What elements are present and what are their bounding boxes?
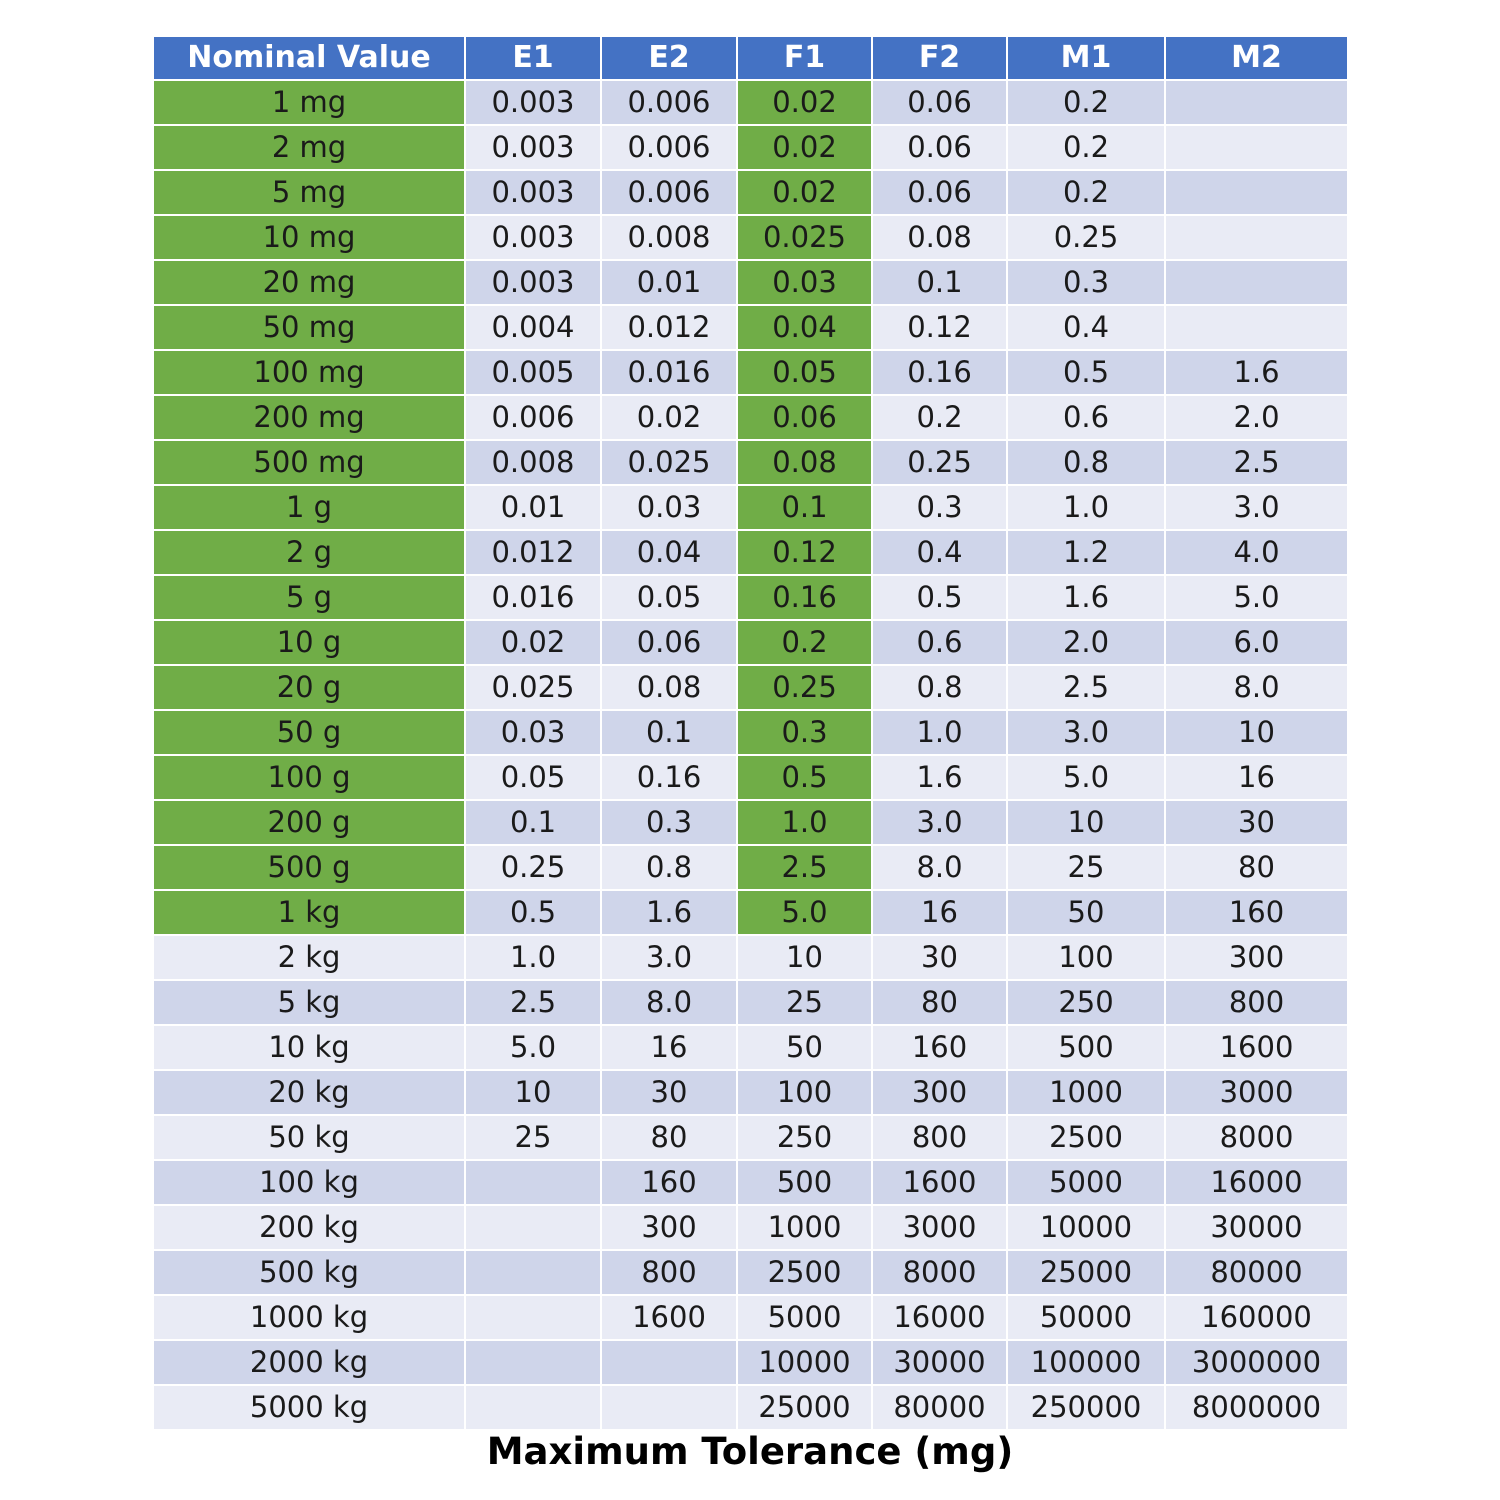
tolerance-cell-e2: 30: [601, 1070, 737, 1115]
nominal-value-cell: 5000 kg: [154, 1385, 465, 1430]
tolerance-cell-f2: 0.16: [872, 350, 1007, 395]
nominal-value-cell: 200 g: [154, 800, 465, 845]
tolerance-cell-m2: 160: [1165, 890, 1347, 935]
tolerance-cell-m1: 2.5: [1007, 665, 1165, 710]
nominal-value-cell: 5 g: [154, 575, 465, 620]
tolerance-cell-e1: [465, 1385, 601, 1430]
tolerance-cell-f2: 8000: [872, 1250, 1007, 1295]
tolerance-cell-e1: 0.5: [465, 890, 601, 935]
tolerance-cell-f1: 0.1: [737, 485, 872, 530]
tolerance-cell-e1: 0.025: [465, 665, 601, 710]
tolerance-cell-f2: 0.08: [872, 215, 1007, 260]
tolerance-cell-f1: 0.5: [737, 755, 872, 800]
tolerance-cell-m2: 1.6: [1165, 350, 1347, 395]
table-row: [154, 980, 1347, 1025]
tolerance-cell-m1: 250000: [1007, 1385, 1165, 1430]
tolerance-cell-f1: 100: [737, 1070, 872, 1115]
table-row: [154, 1295, 1347, 1340]
table-caption: Maximum Tolerance (mg): [486, 1430, 1014, 1473]
table-row: [154, 1025, 1347, 1070]
tolerance-cell-m1: 1000: [1007, 1070, 1165, 1115]
tolerance-cell-e1: 0.01: [465, 485, 601, 530]
tolerance-cell-f2: 0.3: [872, 485, 1007, 530]
tolerance-cell-e2: 0.006: [601, 80, 737, 125]
tolerance-cell-f2: 0.4: [872, 530, 1007, 575]
tolerance-cell-e1: [465, 1295, 601, 1340]
nominal-value-cell: 5 mg: [154, 170, 465, 215]
tolerance-cell-e2: 0.02: [601, 395, 737, 440]
tolerance-cell-e2: 0.16: [601, 755, 737, 800]
tolerance-cell-f2: 0.25: [872, 440, 1007, 485]
tolerance-cell-e2: [601, 1340, 737, 1385]
tolerance-cell-m1: 3.0: [1007, 710, 1165, 755]
table-row: [154, 1340, 1347, 1385]
header-e2: E2: [601, 37, 737, 80]
nominal-value-cell: 100 g: [154, 755, 465, 800]
tolerance-cell-e2: 0.8: [601, 845, 737, 890]
tolerance-cell-e1: 0.005: [465, 350, 601, 395]
tolerance-cell-m1: 0.4: [1007, 305, 1165, 350]
tolerance-cell-e1: 1.0: [465, 935, 601, 980]
nominal-value-cell: 500 kg: [154, 1250, 465, 1295]
tolerance-cell-e2: 1.6: [601, 890, 737, 935]
table-row: [154, 620, 1347, 665]
tolerance-cell-m1: 1.0: [1007, 485, 1165, 530]
nominal-value-cell: 20 mg: [154, 260, 465, 305]
nominal-value-cell: 20 kg: [154, 1070, 465, 1115]
tolerance-cell-m1: 0.5: [1007, 350, 1165, 395]
tolerance-cell-e2: 80: [601, 1115, 737, 1160]
header-m1: M1: [1007, 37, 1165, 80]
tolerance-cell-e2: 0.08: [601, 665, 737, 710]
table-row: [154, 935, 1347, 980]
tolerance-cell-m2: [1165, 215, 1347, 260]
tolerance-cell-e1: 0.003: [465, 260, 601, 305]
tolerance-cell-f2: 0.2: [872, 395, 1007, 440]
tolerance-cell-f1: 0.16: [737, 575, 872, 620]
tolerance-table-container: [154, 37, 1347, 1431]
tolerance-cell-e1: 0.003: [465, 80, 601, 125]
tolerance-cell-m1: 250: [1007, 980, 1165, 1025]
nominal-value-cell: 1000 kg: [154, 1295, 465, 1340]
tolerance-cell-m2: 16: [1165, 755, 1347, 800]
tolerance-cell-m1: 50: [1007, 890, 1165, 935]
tolerance-cell-e2: 0.05: [601, 575, 737, 620]
nominal-value-cell: 500 mg: [154, 440, 465, 485]
tolerance-cell-m2: 300: [1165, 935, 1347, 980]
tolerance-cell-e2: 0.1: [601, 710, 737, 755]
tolerance-cell-f2: 0.1: [872, 260, 1007, 305]
nominal-value-cell: 2 g: [154, 530, 465, 575]
tolerance-cell-f1: 0.02: [737, 125, 872, 170]
tolerance-cell-e1: [465, 1340, 601, 1385]
tolerance-cell-f1: 0.3: [737, 710, 872, 755]
tolerance-cell-m1: 5000: [1007, 1160, 1165, 1205]
table-row: [154, 260, 1347, 305]
tolerance-cell-m1: 0.2: [1007, 80, 1165, 125]
tolerance-cell-m1: 100000: [1007, 1340, 1165, 1385]
tolerance-cell-m2: 160000: [1165, 1295, 1347, 1340]
tolerance-cell-f1: 0.04: [737, 305, 872, 350]
tolerance-cell-m2: 3.0: [1165, 485, 1347, 530]
table-body: [154, 80, 1347, 1430]
tolerance-cell-m2: 3000: [1165, 1070, 1347, 1115]
tolerance-cell-m2: 16000: [1165, 1160, 1347, 1205]
table-row: [154, 350, 1347, 395]
tolerance-cell-m2: 800: [1165, 980, 1347, 1025]
nominal-value-cell: 20 g: [154, 665, 465, 710]
nominal-value-cell: 50 kg: [154, 1115, 465, 1160]
nominal-value-cell: 50 g: [154, 710, 465, 755]
tolerance-cell-m1: 25000: [1007, 1250, 1165, 1295]
tolerance-cell-e1: 0.25: [465, 845, 601, 890]
tolerance-cell-f2: 80: [872, 980, 1007, 1025]
tolerance-cell-m2: [1165, 305, 1347, 350]
tolerance-cell-m1: 0.3: [1007, 260, 1165, 305]
nominal-value-cell: 100 kg: [154, 1160, 465, 1205]
tolerance-cell-m1: 100: [1007, 935, 1165, 980]
tolerance-cell-f2: 16: [872, 890, 1007, 935]
nominal-value-cell: 10 mg: [154, 215, 465, 260]
tolerance-cell-m1: 5.0: [1007, 755, 1165, 800]
tolerance-cell-f2: 0.06: [872, 125, 1007, 170]
tolerance-cell-m2: 3000000: [1165, 1340, 1347, 1385]
tolerance-cell-f1: 10: [737, 935, 872, 980]
tolerance-cell-f2: 0.12: [872, 305, 1007, 350]
tolerance-cell-e2: 0.008: [601, 215, 737, 260]
tolerance-cell-e1: 0.03: [465, 710, 601, 755]
tolerance-cell-e1: 25: [465, 1115, 601, 1160]
table-row: [154, 755, 1347, 800]
tolerance-cell-f2: 3.0: [872, 800, 1007, 845]
tolerance-cell-e1: 10: [465, 1070, 601, 1115]
tolerance-cell-e2: 0.016: [601, 350, 737, 395]
tolerance-cell-f2: 0.06: [872, 80, 1007, 125]
header-m2: M2: [1165, 37, 1347, 80]
table-row: [154, 800, 1347, 845]
tolerance-cell-m2: [1165, 170, 1347, 215]
table-row: [154, 1160, 1347, 1205]
tolerance-cell-f2: 0.06: [872, 170, 1007, 215]
tolerance-cell-m2: 8000: [1165, 1115, 1347, 1160]
table-row: [154, 530, 1347, 575]
tolerance-cell-f2: 8.0: [872, 845, 1007, 890]
tolerance-cell-m1: 10000: [1007, 1205, 1165, 1250]
nominal-value-cell: 2000 kg: [154, 1340, 465, 1385]
tolerance-cell-e1: 0.004: [465, 305, 601, 350]
nominal-value-cell: 50 mg: [154, 305, 465, 350]
header-row: [154, 37, 1347, 80]
tolerance-cell-e1: [465, 1160, 601, 1205]
tolerance-cell-f2: 1600: [872, 1160, 1007, 1205]
tolerance-cell-f2: 0.6: [872, 620, 1007, 665]
tolerance-cell-e1: 0.003: [465, 170, 601, 215]
tolerance-cell-m2: 80: [1165, 845, 1347, 890]
table-row: [154, 665, 1347, 710]
tolerance-cell-m2: 8000000: [1165, 1385, 1347, 1430]
tolerance-cell-m2: 1600: [1165, 1025, 1347, 1070]
tolerance-cell-e1: 0.006: [465, 395, 601, 440]
tolerance-cell-m1: 0.2: [1007, 125, 1165, 170]
tolerance-cell-f1: 0.02: [737, 80, 872, 125]
tolerance-cell-f1: 2500: [737, 1250, 872, 1295]
tolerance-cell-f2: 0.8: [872, 665, 1007, 710]
tolerance-cell-m2: 4.0: [1165, 530, 1347, 575]
table-row: [154, 1205, 1347, 1250]
tolerance-cell-e1: 0.008: [465, 440, 601, 485]
tolerance-cell-e2: 8.0: [601, 980, 737, 1025]
tolerance-cell-e2: 160: [601, 1160, 737, 1205]
tolerance-cell-f1: 0.03: [737, 260, 872, 305]
tolerance-cell-f1: 0.25: [737, 665, 872, 710]
tolerance-cell-m1: 1.2: [1007, 530, 1165, 575]
tolerance-cell-f1: 0.08: [737, 440, 872, 485]
tolerance-cell-e2: 0.03: [601, 485, 737, 530]
nominal-value-cell: 100 mg: [154, 350, 465, 395]
tolerance-cell-e1: 5.0: [465, 1025, 601, 1070]
tolerance-cell-m1: 25: [1007, 845, 1165, 890]
tolerance-cell-m1: 0.8: [1007, 440, 1165, 485]
tolerance-cell-f1: 5000: [737, 1295, 872, 1340]
tolerance-cell-f1: 0.2: [737, 620, 872, 665]
tolerance-cell-e2: 3.0: [601, 935, 737, 980]
tolerance-cell-f1: 250: [737, 1115, 872, 1160]
table-row: [154, 1385, 1347, 1430]
tolerance-cell-e2: 0.025: [601, 440, 737, 485]
table-row: [154, 395, 1347, 440]
tolerance-cell-e2: [601, 1385, 737, 1430]
tolerance-cell-f2: 1.0: [872, 710, 1007, 755]
header-nominal-value: Nominal Value: [154, 37, 465, 80]
tolerance-cell-f1: 5.0: [737, 890, 872, 935]
table-row: [154, 845, 1347, 890]
tolerance-cell-f1: 0.02: [737, 170, 872, 215]
nominal-value-cell: 2 kg: [154, 935, 465, 980]
tolerance-cell-f2: 800: [872, 1115, 1007, 1160]
table-row: [154, 890, 1347, 935]
tolerance-cell-m2: 30: [1165, 800, 1347, 845]
table-row: [154, 710, 1347, 755]
tolerance-cell-e2: 0.012: [601, 305, 737, 350]
tolerance-cell-e1: 0.003: [465, 125, 601, 170]
tolerance-cell-e1: 0.05: [465, 755, 601, 800]
table-row: [154, 125, 1347, 170]
table-row: [154, 1070, 1347, 1115]
tolerance-cell-f1: 0.06: [737, 395, 872, 440]
nominal-value-cell: 1 g: [154, 485, 465, 530]
tolerance-table: [154, 37, 1347, 1431]
nominal-value-cell: 1 kg: [154, 890, 465, 935]
tolerance-cell-f2: 300: [872, 1070, 1007, 1115]
tolerance-cell-e1: [465, 1205, 601, 1250]
table-row: [154, 80, 1347, 125]
tolerance-cell-m2: 6.0: [1165, 620, 1347, 665]
tolerance-cell-m1: 0.25: [1007, 215, 1165, 260]
tolerance-cell-e2: 0.04: [601, 530, 737, 575]
tolerance-cell-f2: 30000: [872, 1340, 1007, 1385]
header-f2: F2: [872, 37, 1007, 80]
nominal-value-cell: 500 g: [154, 845, 465, 890]
tolerance-cell-f1: 500: [737, 1160, 872, 1205]
tolerance-cell-e2: 0.3: [601, 800, 737, 845]
tolerance-cell-e1: [465, 1250, 601, 1295]
tolerance-cell-f1: 0.05: [737, 350, 872, 395]
tolerance-cell-f2: 1.6: [872, 755, 1007, 800]
tolerance-cell-f1: 1.0: [737, 800, 872, 845]
tolerance-cell-f2: 30: [872, 935, 1007, 980]
tolerance-cell-f2: 16000: [872, 1295, 1007, 1340]
tolerance-cell-m1: 500: [1007, 1025, 1165, 1070]
tolerance-cell-f1: 10000: [737, 1340, 872, 1385]
tolerance-cell-f1: 1000: [737, 1205, 872, 1250]
tolerance-cell-m1: 2500: [1007, 1115, 1165, 1160]
tolerance-cell-m1: 0.6: [1007, 395, 1165, 440]
tolerance-cell-e1: 0.003: [465, 215, 601, 260]
table-row: [154, 215, 1347, 260]
tolerance-cell-e1: 0.1: [465, 800, 601, 845]
tolerance-cell-f1: 25000: [737, 1385, 872, 1430]
tolerance-cell-m1: 50000: [1007, 1295, 1165, 1340]
tolerance-cell-e2: 0.006: [601, 125, 737, 170]
tolerance-cell-m2: [1165, 125, 1347, 170]
nominal-value-cell: 5 kg: [154, 980, 465, 1025]
table-header: [154, 37, 1347, 80]
tolerance-cell-m2: 2.5: [1165, 440, 1347, 485]
tolerance-cell-f2: 80000: [872, 1385, 1007, 1430]
nominal-value-cell: 10 g: [154, 620, 465, 665]
tolerance-cell-e2: 800: [601, 1250, 737, 1295]
tolerance-cell-e2: 300: [601, 1205, 737, 1250]
tolerance-cell-f2: 160: [872, 1025, 1007, 1070]
table-row: [154, 485, 1347, 530]
tolerance-cell-m2: 10: [1165, 710, 1347, 755]
tolerance-cell-f1: 0.025: [737, 215, 872, 260]
tolerance-cell-f2: 3000: [872, 1205, 1007, 1250]
tolerance-cell-e2: 0.06: [601, 620, 737, 665]
table-row: [154, 305, 1347, 350]
table-row: [154, 1115, 1347, 1160]
tolerance-cell-e2: 1600: [601, 1295, 737, 1340]
tolerance-cell-e1: 0.016: [465, 575, 601, 620]
table-row: [154, 170, 1347, 215]
header-f1: F1: [737, 37, 872, 80]
tolerance-cell-m1: 10: [1007, 800, 1165, 845]
tolerance-cell-m2: 8.0: [1165, 665, 1347, 710]
tolerance-cell-m2: 5.0: [1165, 575, 1347, 620]
tolerance-cell-m2: [1165, 80, 1347, 125]
tolerance-cell-e1: 0.02: [465, 620, 601, 665]
table-row: [154, 440, 1347, 485]
tolerance-cell-e2: 0.01: [601, 260, 737, 305]
table-row: [154, 575, 1347, 620]
header-e1: E1: [465, 37, 601, 80]
tolerance-cell-m2: 80000: [1165, 1250, 1347, 1295]
tolerance-cell-m1: 1.6: [1007, 575, 1165, 620]
tolerance-cell-m1: 0.2: [1007, 170, 1165, 215]
tolerance-cell-m2: 2.0: [1165, 395, 1347, 440]
tolerance-cell-m1: 2.0: [1007, 620, 1165, 665]
nominal-value-cell: 200 kg: [154, 1205, 465, 1250]
tolerance-cell-e1: 0.012: [465, 530, 601, 575]
tolerance-cell-e1: 2.5: [465, 980, 601, 1025]
tolerance-cell-f1: 50: [737, 1025, 872, 1070]
tolerance-cell-e2: 16: [601, 1025, 737, 1070]
tolerance-cell-f1: 25: [737, 980, 872, 1025]
table-row: [154, 1250, 1347, 1295]
nominal-value-cell: 10 kg: [154, 1025, 465, 1070]
tolerance-cell-e2: 0.006: [601, 170, 737, 215]
tolerance-cell-f2: 0.5: [872, 575, 1007, 620]
tolerance-cell-m2: 30000: [1165, 1205, 1347, 1250]
tolerance-cell-m2: [1165, 260, 1347, 305]
tolerance-cell-f1: 2.5: [737, 845, 872, 890]
nominal-value-cell: 200 mg: [154, 395, 465, 440]
nominal-value-cell: 2 mg: [154, 125, 465, 170]
tolerance-cell-f1: 0.12: [737, 530, 872, 575]
nominal-value-cell: 1 mg: [154, 80, 465, 125]
